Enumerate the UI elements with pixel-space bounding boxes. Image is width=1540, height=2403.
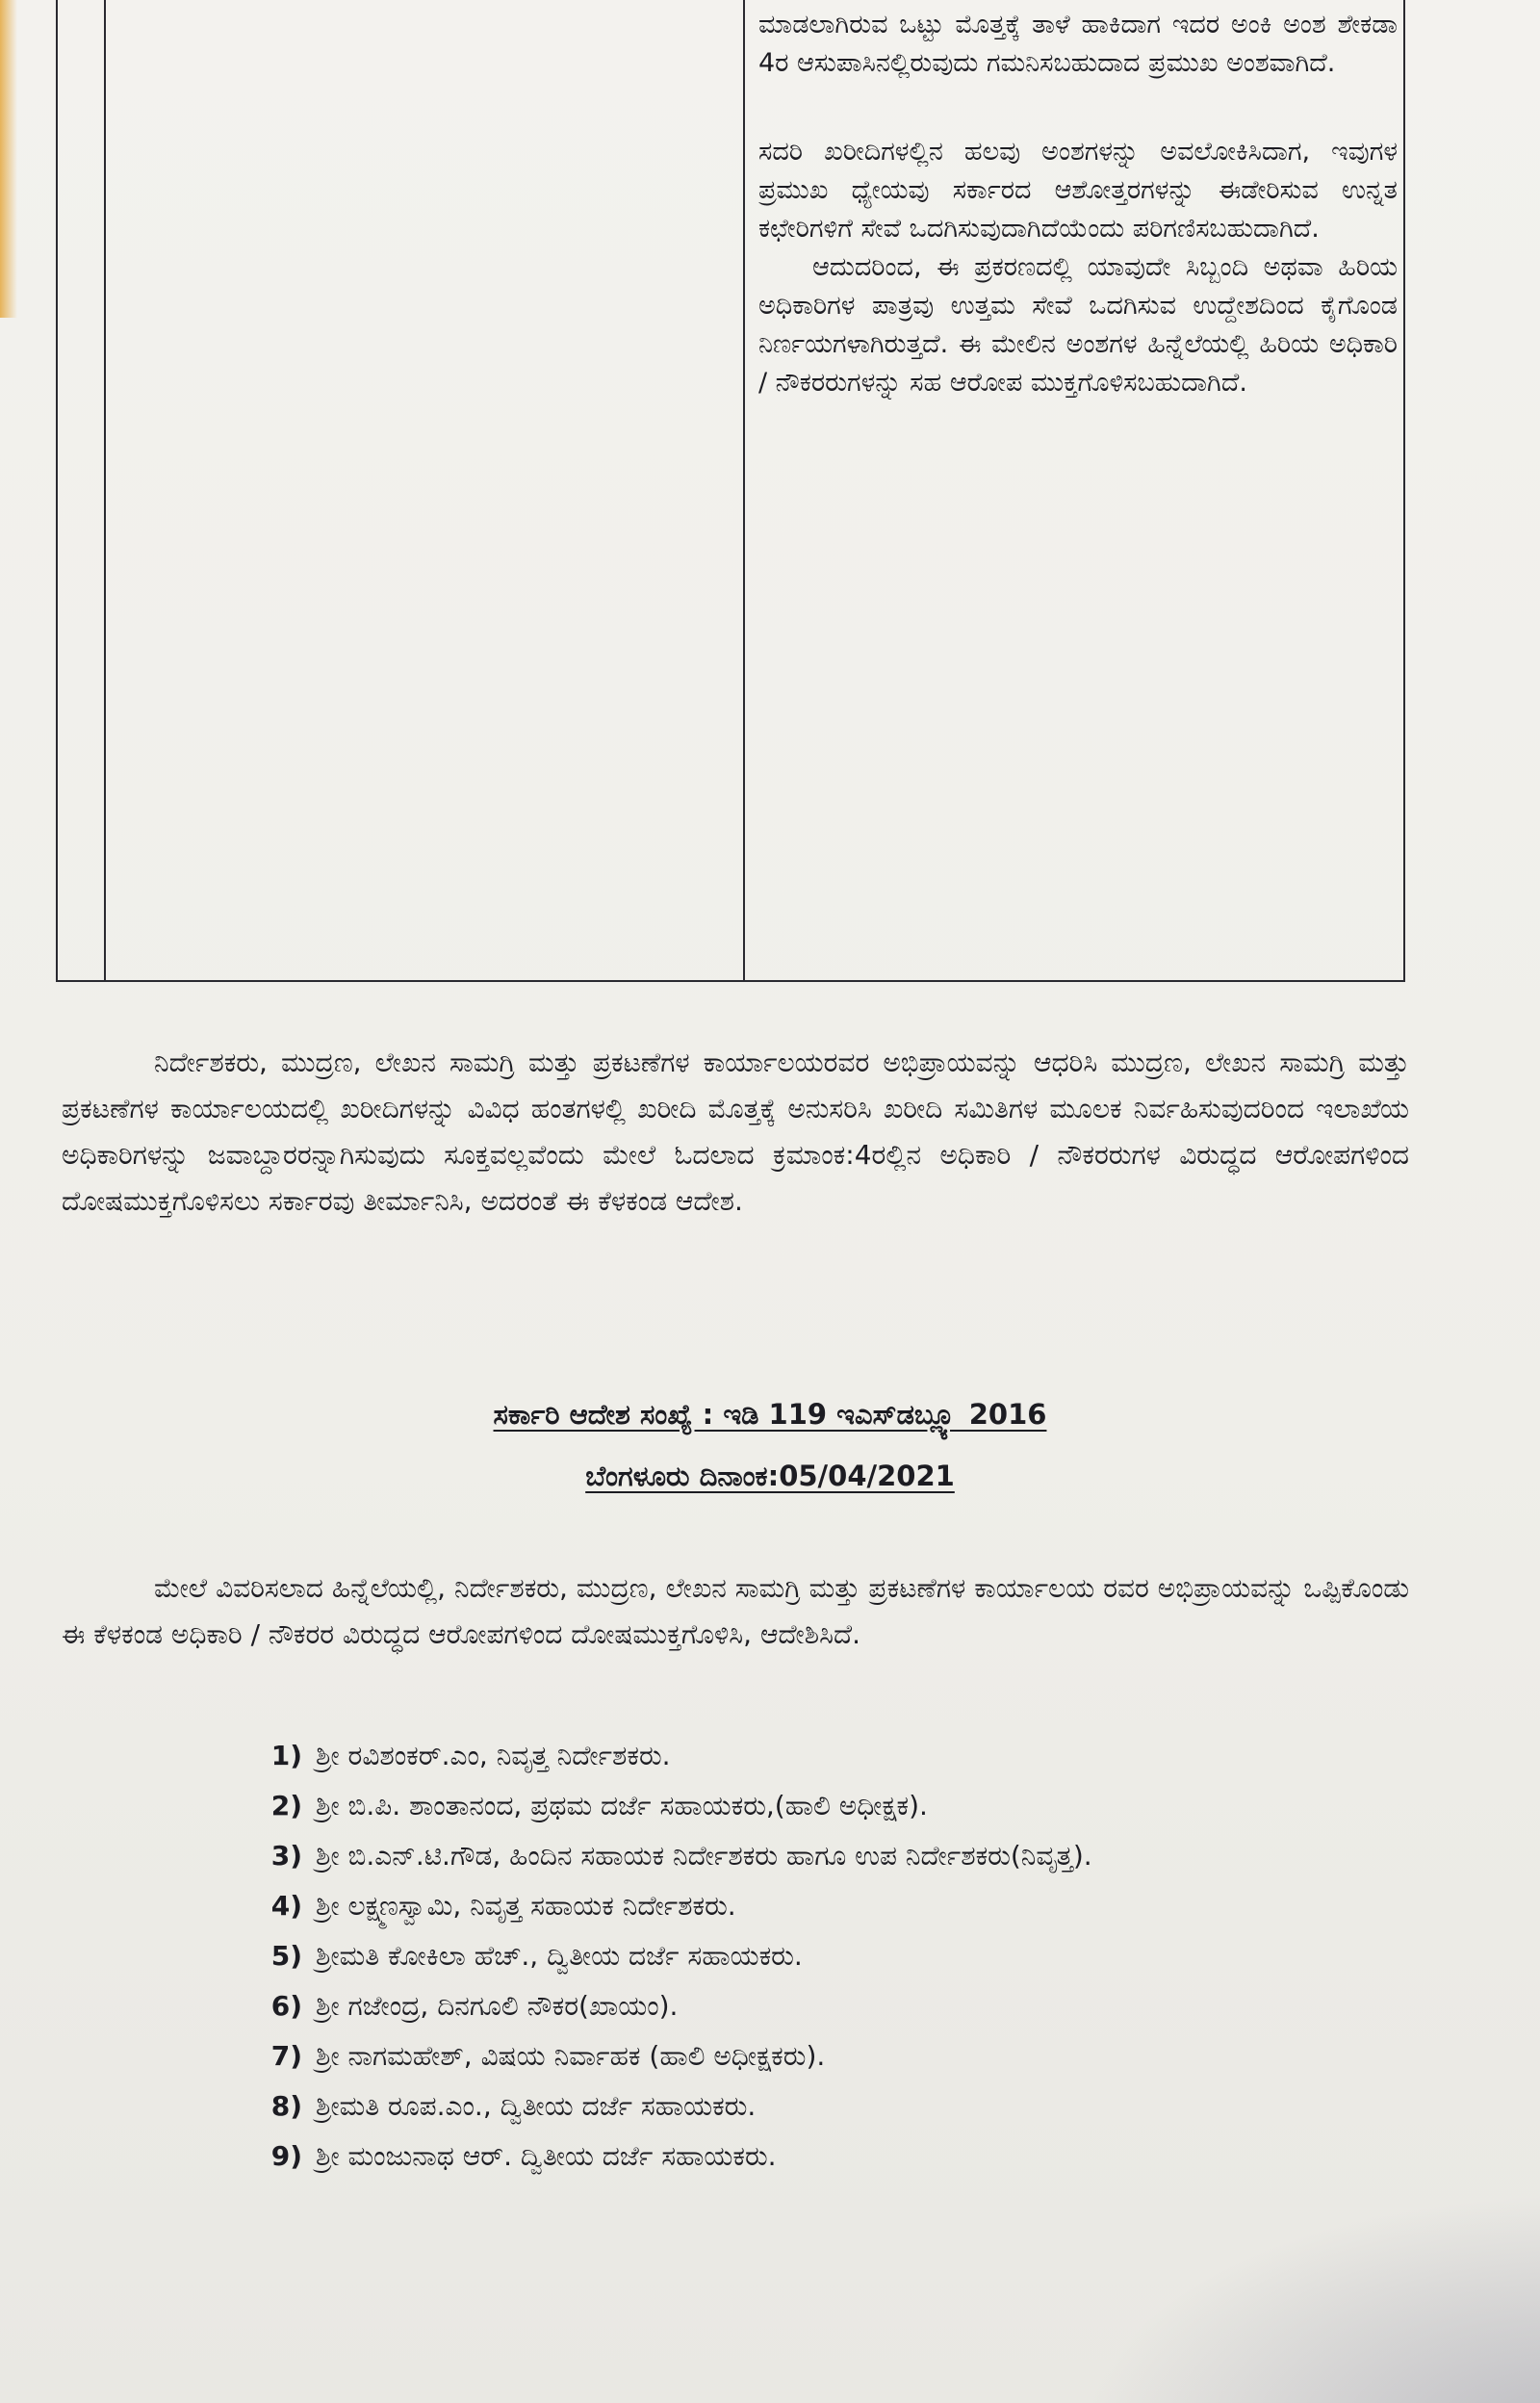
person-list-text: ಶ್ರೀ ಬಿ.ಎನ್.ಟಿ.ಗೌಡ, ಹಿಂದಿನ ಸಹಾಯಕ ನಿರ್ದೇಶಕರು ಹಾಗೂ ಉಪ ನಿರ್ದೇಶಕರು(ನಿವೃತ್ತ). — [316, 1840, 1092, 1872]
page-corner-shadow — [1078, 2191, 1540, 2403]
person-list-text: ಶ್ರೀ ನಾಗಮಹೇಶ್, ವಿಷಯ ನಿರ್ವಾಹಕ (ಹಾಲಿ ಅಧೀಕ್ಷಕರು). — [316, 2040, 826, 2072]
order-date-text: ಬೆಂಗಳೂರು ದಿನಾಂಕ:05/04/2021 — [585, 1460, 955, 1492]
person-list-number: 8) — [270, 2090, 302, 2122]
person-list-item — [248, 1983, 1461, 2033]
exonerated-persons-list — [248, 1733, 1461, 2183]
person-list-item — [248, 2033, 1461, 2083]
person-list-number: 7) — [270, 2040, 302, 2072]
table-cell-remarks — [758, 6, 1398, 402]
person-list-text: ಶ್ರೀ ಬಿ.ಪಿ. ಶಾಂತಾನಂದ, ಪ್ರಥಮ ದರ್ಜೆ ಸಹಾಯಕರು,(ಹಾಲಿ ಅಧೀಕ್ಷಕ). — [316, 1790, 928, 1822]
table-cell-paragraph: ಮಾಡಲಾಗಿರುವ ಒಟ್ಟು ಮೊತ್ತಕ್ಕೆ ತಾಳೆ ಹಾಕಿದಾಗ ಇದರ ಅಂಕಿ ಅಂಶ ಶೇಕಡಾ 4ರ ಆಸುಪಾಸಿನಲ್ಲಿರುವುದು ಗಮನಿಸಬಹುದಾದ ಪ್ರಮುಖ ಅಂಶವಾಗಿದೆ. — [758, 10, 1398, 78]
person-list-item — [248, 1933, 1461, 1983]
person-list-number: 1) — [270, 1740, 302, 1771]
person-list-number: 3) — [270, 1840, 302, 1872]
table-column-divider — [743, 0, 745, 980]
order-date-heading — [0, 1460, 1540, 1493]
person-list-number: 2) — [270, 1790, 302, 1822]
order-number-heading — [0, 1398, 1540, 1432]
person-list-item — [248, 1733, 1461, 1783]
body-paragraph-order: ಮೇಲೆ ವಿವರಿಸಲಾದ ಹಿನ್ನೆಲೆಯಲ್ಲಿ, ನಿರ್ದೇಶಕರು, ಮುದ್ರಣ, ಲೇಖನ ಸಾಮಗ್ರಿ ಮತ್ತು ಪ್ರಕಟಣೆಗಳ ಕಾರ್ಯಾಲಯ ರವರ ಅಭಿಪ್ರಾಯವನ್ನು ಒಪ್ಪಿಕೊಂಡು ಈ ಕೆಳಕಂಡ ಅಧಿಕಾರಿ / ನೌಕರರ ವಿರುದ್ಧದ ಆರೋಪಗಳಿಂದ ದೋಷಮುಕ್ತಗೊಳಿಸಿ, ಆದೇಶಿಸಿದೆ. — [62, 1572, 1409, 1650]
body-paragraph-decision: ನಿರ್ದೇಶಕರು, ಮುದ್ರಣ, ಲೇಖನ ಸಾಮಗ್ರಿ ಮತ್ತು ಪ್ರಕಟಣೆಗಳ ಕಾರ್ಯಾಲಯರವರ ಅಭಿಪ್ರಾಯವನ್ನು ಆಧರಿಸಿ ಮುದ್ರಣ, ಲೇಖನ ಸಾಮಗ್ರಿ ಮತ್ತು ಪ್ರಕಟಣೆಗಳ ಕಾರ್ಯಾಲಯದಲ್ಲಿ ಖರೀದಿಗಳನ್ನು ವಿವಿಧ ಹಂತಗಳಲ್ಲಿ ಖರೀದಿ ಮೊತ್ತಕ್ಕೆ ಅನುಸರಿಸಿ ಖರೀದಿ ಸಮಿತಿಗಳ ಮೂಲಕ ನಿರ್ವಹಿಸುವುದರಿಂದ ಇಲಾಖೆಯ ಅಧಿಕಾರಿಗಳನ್ನು ಜವಾಬ್ದಾರರನ್ನಾಗಿಸುವುದು ಸೂಕ್ತವಲ್ಲವೆಂದು ಮೇಲೆ ಓದಲಾದ ಕ್ರಮಾಂಕ:4ರಲ್ಲಿನ ಅಧಿಕಾರಿ / ನೌಕರರುಗಳ ವಿರುದ್ಧದ ಆರೋಪಗಳಿಂದ ದೋಷಮುಕ್ತಗೊಳಿಸಲು ಸರ್ಕಾರವು ತೀರ್ಮಾನಿಸಿ, ಅದರಂತೆ ಈ ಕೆಳಕಂಡ ಆದೇಶ. — [62, 1046, 1409, 1217]
person-list-number: 5) — [270, 1940, 302, 1972]
person-list-text: ಶ್ರೀ ಲಕ್ಷ್ಮಣಸ್ವಾಮಿ, ನಿವೃತ್ತ ಸಹಾಯಕ ನಿರ್ದೇಶಕರು. — [316, 1890, 736, 1922]
person-list-item — [248, 2133, 1461, 2183]
person-list-text: ಶ್ರೀ ಮಂಜುನಾಥ ಆರ್. ದ್ವಿತೀಯ ದರ್ಜೆ ಸಹಾಯಕರು. — [316, 2140, 777, 2172]
person-list-item — [248, 1883, 1461, 1933]
person-list-item — [248, 1833, 1461, 1883]
person-list-number: 6) — [270, 1990, 302, 2022]
person-list-item — [248, 1783, 1461, 1833]
table-cell-paragraph: ಆದುದರಿಂದ, ಈ ಪ್ರಕರಣದಲ್ಲಿ ಯಾವುದೇ ಸಿಬ್ಬಂದಿ ಅಥವಾ ಹಿರಿಯ ಅಧಿಕಾರಿಗಳ ಪಾತ್ರವು ಉತ್ತಮ ಸೇವೆ ಒದಗಿಸುವ ಉದ್ದೇಶದಿಂದ ಕೈಗೊಂಡ ನಿರ್ಣಯಗಳಾಗಿರುತ್ತದೆ. ಈ ಮೇಲಿನ ಅಂಶಗಳ ಹಿನ್ನೆಲೆಯಲ್ಲಿ ಹಿರಿಯ ಅಧಿಕಾರಿ / ನೌಕರರುಗಳನ್ನು ಸಹ ಆರೋಪ ಮುಕ್ತಗೊಳಿಸಬಹುದಾಗಿದೆ. — [758, 252, 1398, 398]
table-cell-paragraph: ಸದರಿ ಖರೀದಿಗಳಲ್ಲಿನ ಹಲವು ಅಂಶಗಳನ್ನು ಅವಲೋಕಿಸಿದಾಗ, ಇವುಗಳ ಪ್ರಮುಖ ಧ್ಯೇಯವು ಸರ್ಕಾರದ ಆಶೋತ್ತರಗಳನ್ನು ಈಡೇರಿಸುವ ಉನ್ನತ ಕಛೇರಿಗಳಿಗೆ ಸೇವೆ ಒದಗಿಸುವುದಾಗಿದೆಯೆಂದು ಪರಿಗಣಿಸಬಹುದಾಗಿದೆ. — [758, 137, 1398, 244]
person-list-text: ಶ್ರೀಮತಿ ರೂಪ.ಎಂ., ದ್ವಿತೀಯ ದರ್ಜೆ ಸಹಾಯಕರು. — [316, 2090, 757, 2122]
findings-table — [56, 0, 1405, 982]
page-edge-shading — [0, 0, 17, 318]
order-number-text: ಸರ್ಕಾರಿ ಆದೇಶ ಸಂಖ್ಯೆ : ಇಡಿ 119 ಇಎಸ್‌ಡಬ್ಲ್ಯೂ 2016 — [493, 1398, 1047, 1431]
person-list-text: ಶ್ರೀ ಗಜೇಂದ್ರ, ದಿನಗೂಲಿ ನೌಕರ(ಖಾಯಂ). — [316, 1990, 679, 2022]
person-list-number: 9) — [270, 2140, 302, 2172]
person-list-number: 4) — [270, 1890, 302, 1922]
table-column-divider — [104, 0, 106, 980]
person-list-text: ಶ್ರೀಮತಿ ಕೋಕಿಲಾ ಹೆಚ್., ದ್ವಿತೀಯ ದರ್ಜೆ ಸಹಾಯಕರು. — [316, 1940, 803, 1972]
person-list-item — [248, 2083, 1461, 2133]
person-list-text: ಶ್ರೀ ರವಿಶಂಕರ್.ಎಂ, ನಿವೃತ್ತ ನಿರ್ದೇಶಕರು. — [316, 1740, 671, 1771]
